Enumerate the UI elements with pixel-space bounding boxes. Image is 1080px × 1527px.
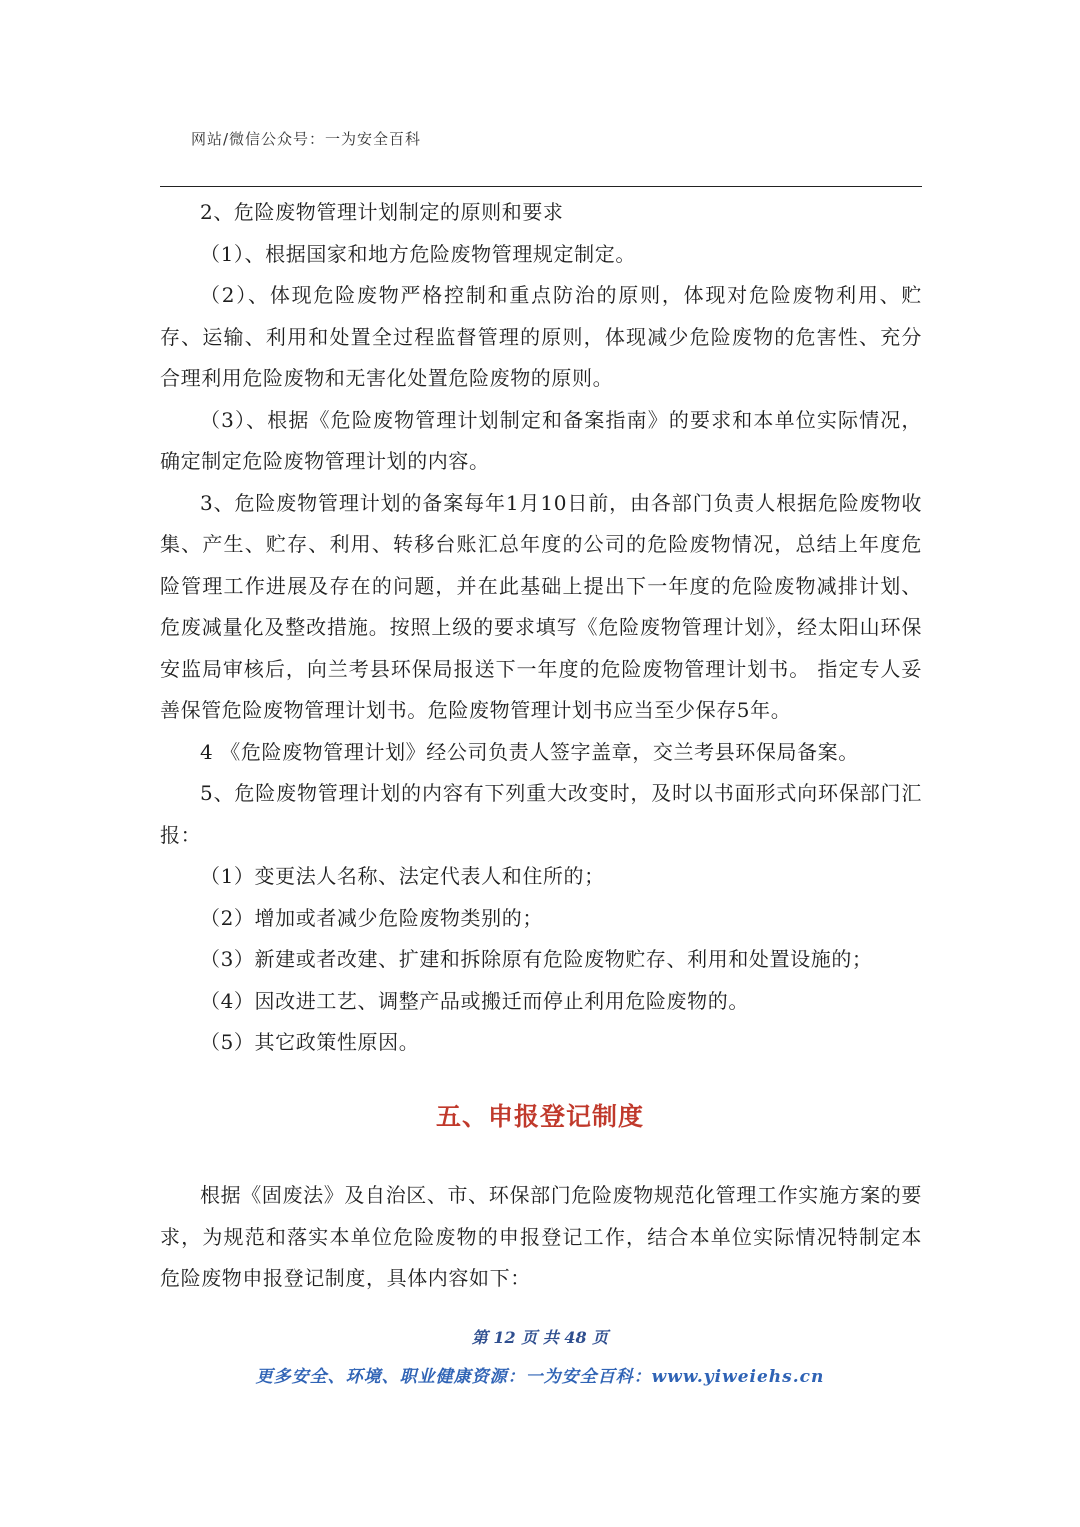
- paragraph-heading-2: 2、危险废物管理计划制定的原则和要求: [200, 200, 564, 224]
- document-body: [160, 192, 922, 1064]
- paragraph-heading-5: 5、危险废物管理计划的内容有下列重大改变时，及时以书面形式向环保部门汇报：: [160, 781, 922, 847]
- list-item: （4）因改进工艺、调整产品或搬迁而停止利用危险废物的。: [200, 988, 749, 1013]
- header-divider: [160, 186, 922, 187]
- paragraph-heading-3: 3、危险废物管理计划的备案每年1月10日前，由各部门负责人根据危险废物收集、产生、贮存、利用、转移台账汇总年度的公司的危险废物情况，总结上年度危险管理工作进展及存在的问题，并在此基础上提出下一年度的危险废物减排计划、危废减量化及整改措施。按照上级的要求填写《危险废物管理计划》，经太阳山环保安监局审核后，向兰考县环保局报送下一年度的危险废物管理计划书。 指定专人妥善保管危险废物管理计划书。危险废物管理计划书应当至少保存5年。: [160, 490, 922, 722]
- paragraph-item-2: （2）、体现危险废物严格控制和重点防治的原则，体现对危险废物利用、贮存、运输、利用和处置全过程监督管理的原则，体现减少危险废物的危害性、充分合理利用危险废物和无害化处置危险废物的原则。: [160, 283, 922, 390]
- page-header: 网站/微信公众号：一为安全百科: [191, 130, 422, 148]
- section-body: [160, 1175, 922, 1300]
- list-item: （5）其它政策性原因。: [200, 1030, 420, 1054]
- list-item: （3）新建或者改建、扩建和拆除原有危险废物贮存、利用和处置设施的；: [200, 947, 873, 971]
- paragraph-item-3: （3）、根据《危险废物管理计划制定和备案指南》的要求和本单位实际情况，确定制定危险废物管理计划的内容。: [160, 407, 922, 473]
- list-item: （2）增加或者减少危险废物类别的；: [200, 905, 543, 930]
- list-item: （1）变更法人名称、法定代表人和住所的；: [200, 864, 605, 888]
- footer-promo: 更多安全、环境、职业健康资源：一为安全百科：www.yiweiehs.cn: [255, 1367, 825, 1387]
- section-intro-paragraph: 根据《固废法》及自治区、市、环保部门危险废物规范化管理工作实施方案的要求，为规范和落实本单位危险废物的申报登记工作，结合本单位实际情况特制定本危险废物申报登记制度，具体内容如下：: [160, 1183, 922, 1290]
- section-title: 五、申报登记制度: [435, 1102, 644, 1131]
- paragraph-heading-4: 4 《危险废物管理计划》经公司负责人签字盖章，交兰考县环保局备案。: [200, 739, 859, 764]
- page-number: 第 12 页 共 48 页: [471, 1328, 609, 1347]
- paragraph-item-1: （1）、根据国家和地方危险废物管理规定制定。: [200, 241, 636, 266]
